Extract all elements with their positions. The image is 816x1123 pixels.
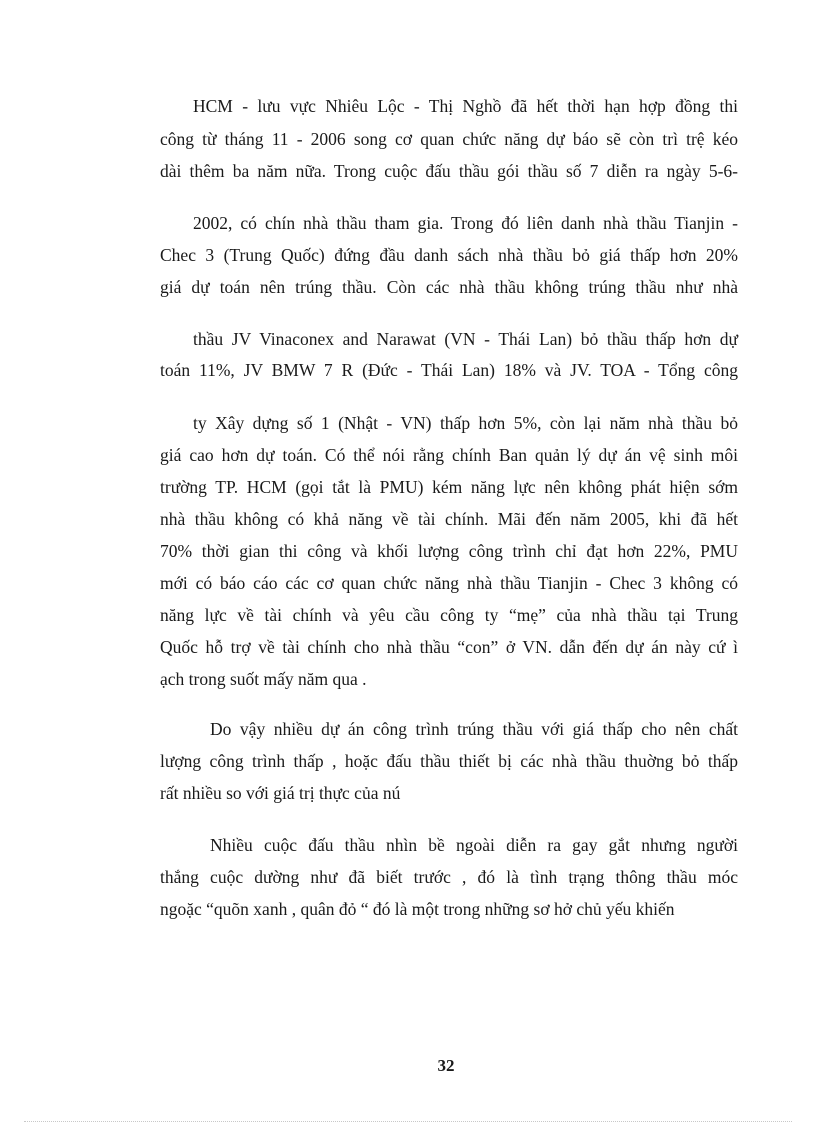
text-line: Nhiều cuộc đấu thầu nhìn bề ngoài diễn ra gay gắt nhưng người bbox=[210, 835, 738, 855]
page-bottom-border bbox=[24, 1121, 792, 1122]
text-line: lượng công trình thấp , hoặc đấu thầu thiết bị các nhà thầu thuờng bỏ thấp bbox=[160, 751, 738, 771]
text-line: nhà thầu không có khả năng về tài chính. Mãi đến năm 2005, khi đã hết bbox=[160, 509, 738, 529]
text-line: Chec 3 (Trung Quốc) đứng đầu danh sách nhà thầu bỏ giá thấp hơn 20% bbox=[160, 245, 738, 265]
text-line: ty Xây dựng số 1 (Nhật - VN) thấp hơn 5%, còn lại năm nhà thầu bỏ bbox=[193, 413, 738, 433]
text-line: trường TP. HCM (gọi tắt là PMU) kém năng lực nên không phát hiện sớm bbox=[160, 477, 738, 497]
text-line: công từ tháng 11 - 2006 song cơ quan chức năng dự báo sẽ còn trì trệ kéo bbox=[160, 129, 738, 149]
text-line: toán 11%, JV BMW 7 R (Đức - Thái Lan) 18% và JV. TOA - Tổng công bbox=[160, 360, 738, 380]
text-line: 2002, có chín nhà thầu tham gia. Trong đó liên danh nhà thầu Tianjin - bbox=[193, 213, 738, 233]
text-line: năng lực về tài chính và yêu cầu công ty “mẹ” của nhà thầu tại Trung bbox=[160, 605, 738, 625]
text-line: dài thêm ba năm nữa. Trong cuộc đấu thầu gói thầu số 7 diễn ra ngày 5-6- bbox=[160, 161, 738, 181]
text-line: Do vậy nhiều dự án công trình trúng thầu với giá thấp cho nên chất bbox=[210, 719, 738, 739]
text-line: 70% thời gian thi công và khối lượng công trình chỉ đạt hơn 22%, PMU bbox=[160, 541, 738, 561]
text-line: giá dự toán nên trúng thầu. Còn các nhà thầu không trúng thầu như nhà bbox=[160, 277, 738, 297]
text-line: giá cao hơn dự toán. Có thể nói rằng chính Ban quản lý dự án vệ sinh môi bbox=[160, 445, 738, 465]
text-line: HCM - lưu vực Nhiêu Lộc - Thị Nghồ đã hết thời hạn hợp đồng thi bbox=[193, 96, 738, 116]
text-line: ạch trong suốt mấy năm qua . bbox=[160, 669, 367, 689]
text-line: rất nhiều so với giá trị thực của nú bbox=[160, 783, 401, 803]
text-line: ngoặc “quõn xanh , quân đỏ “ đó là một trong những sơ hở chủ yếu khiến bbox=[160, 899, 675, 919]
text-line: thầu JV Vinaconex and Narawat (VN - Thái Lan) bỏ thầu thấp hơn dự bbox=[193, 329, 738, 349]
text-line: mới có báo cáo các cơ quan chức năng nhà thầu Tianjin - Chec 3 không có bbox=[160, 573, 738, 593]
page-number: 32 bbox=[437, 1056, 455, 1075]
text-line: Quốc hỗ trợ về tài chính cho nhà thầu “con” ở VN. dẫn đến dự án này cứ ì bbox=[160, 637, 738, 657]
text-line: thắng cuộc dường như đã biết trước , đó là tình trạng thông thầu móc bbox=[160, 867, 738, 887]
